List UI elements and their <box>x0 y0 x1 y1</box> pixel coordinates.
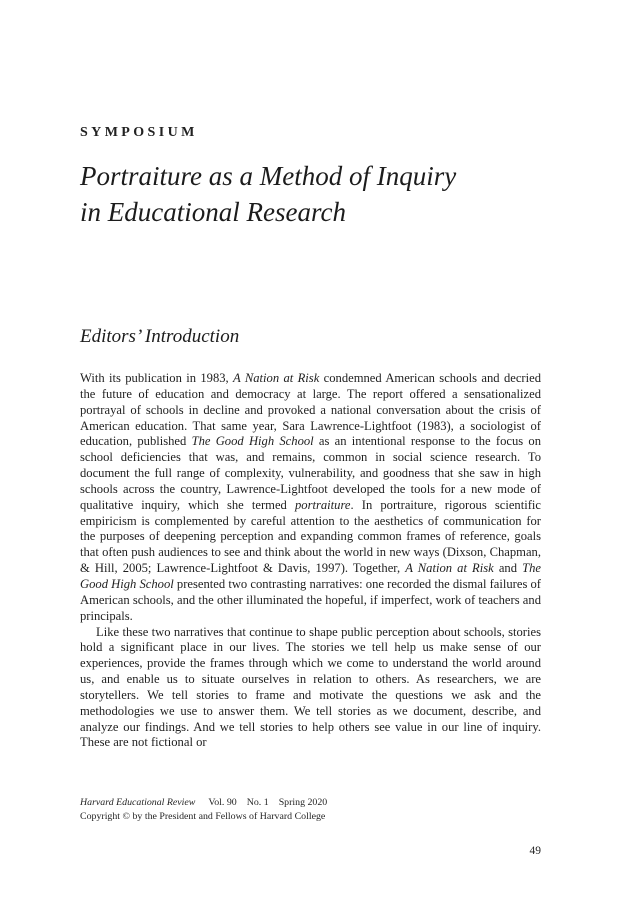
body-paragraph: Like these two narratives that continue to shape public perception about schools, stories hold a significant place in our lives. The stories we tell help us make sense of our experiences, provide the frames through which we come to understand the world around us, and enable us to situate ourselves in relation to others. As researchers, we are storytellers. We tell stories to frame and motivate the questions we ask and the methodologies we use to answer them. We tell stories as we document, describe, and analyze our findings. And we tell stories to help others see value in our line of inquiry. These are not fictional or <box>80 624 541 750</box>
article-title <box>80 158 560 230</box>
footer-copyright: Copyright © by the President and Fellows of Harvard College <box>80 810 326 822</box>
section-heading: Editors’ Introduction <box>80 326 240 347</box>
symposium-kicker: SYMPOSIUM <box>80 125 198 140</box>
footer-issue-number: No. 1 <box>246 797 269 808</box>
footer-citation-line <box>80 796 541 810</box>
article-body <box>80 371 541 751</box>
body-paragraph: With its publication in 1983, A Nation at Risk condemned American schools and decried the future of education and democracy at large. The report offered a sensationalized portrayal of schools in decline and provoked a national conversation about the crisis of American education. That same year, Sara Lawrence-Lightfoot (1983), a sociologist of education, published The Good High School as an intentional response to the focus on school deficiencies that was, and remains, common in social science research. To document the full range of complexity, vulnerability, and goodness that she saw in high schools across the country, Lawrence-Lightfoot developed the tools for a new mode of qualitative inquiry, which she termed portraiture. In portraiture, rigorous scientific empiricism is complemented by careful attention to the aesthetics of communication for the purposes of deepening perception and expanding common frames of reference, goals that often push audiences to see and think about the world in new ways (Dixson, Chapman, & Hill, 2005; Lawrence-Lightfoot & Davis, 1997). Together, A Nation at Risk and The Good High School presented two contrasting narratives: one recorded the dismal failures of American schools, and the other illuminated the hopeful, if imperfect, work of teachers and principals. <box>80 371 542 623</box>
footer-volume: Vol. 90 <box>208 797 237 808</box>
article-title-line2: in Educational Research <box>80 197 346 227</box>
page-number: 49 <box>529 845 541 857</box>
page-footer <box>80 796 541 823</box>
footer-journal-name: Harvard Educational Review <box>80 797 196 808</box>
article-title-line1: Portraiture as a Method of Inquiry <box>80 161 457 191</box>
footer-season: Spring 2020 <box>278 797 328 808</box>
